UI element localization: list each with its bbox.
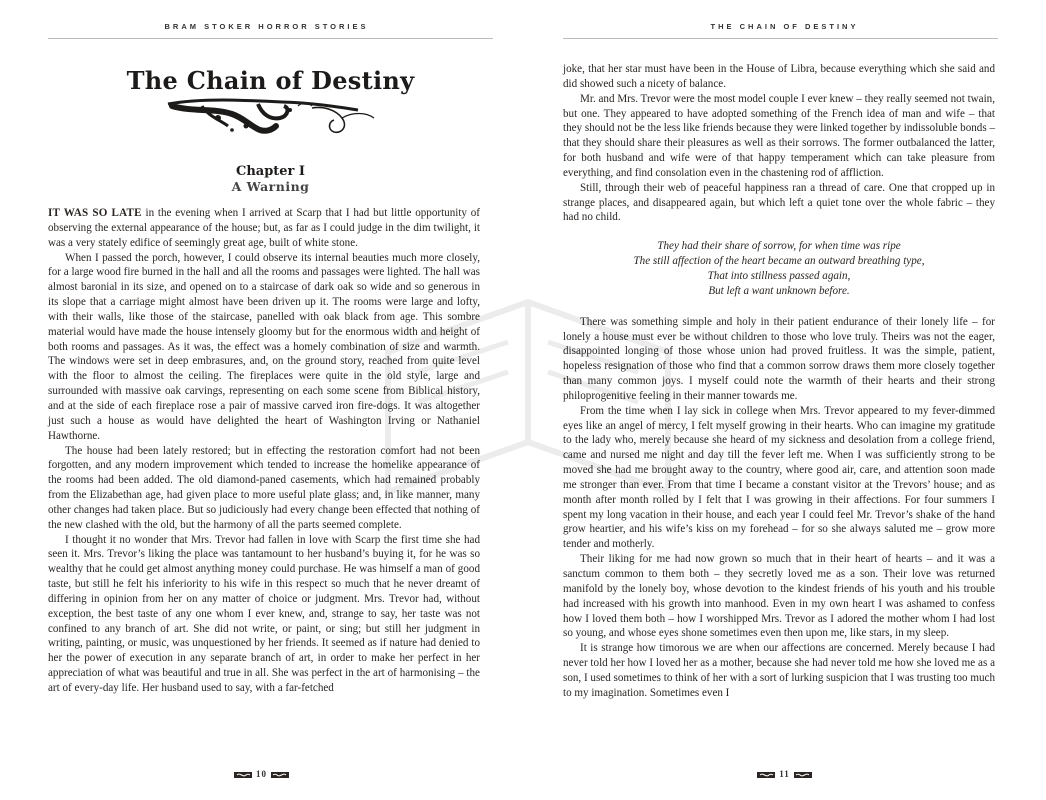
running-head-left: BRAM STOKER HORROR STORIES xyxy=(164,22,369,31)
paragraph: Still, through their web of peaceful happiness ran a thread of care. One that cropped up in strange places, and disappeared again, but which left a quiet tone over the whole fabric – they had no child. xyxy=(563,181,995,224)
paragraph: The house had been lately restored; but in effecting the restoration comfort had not been forgotten, and any modern improvement which tended to increase the homelike appearance of the rooms had been added. The old diamond-paned casements, which had remained probably from the Elizabethan age, had given place to more useful plate glass; and, in like manner, many other changes had taken place. But so judiciously had every change been effected that nothing of the new clashed with the old, but the harmony of all the parts seemed complete. xyxy=(48,444,480,531)
folio-number: 11 xyxy=(779,769,790,779)
folio-flourish-icon xyxy=(271,772,289,778)
verse-quotation xyxy=(563,239,995,298)
running-head-right: THE CHAIN OF DESTINY xyxy=(710,22,859,31)
paragraph: From the time when I lay sick in college when Mrs. Trevor appeared to my fever-dimmed eyes like an angel of mercy, I felt myself growing in their hearts. Who can imagine my gratitude to the lady who, merely because she heard of my sickness and desolation from a college friend, came and nursed me night and day till the fever left me. When I was sufficiently strong to be moved she had me brought away to the country, where good air, care, and attention soon made me stronger than ever. From that time I became a constant visitor at the Trevors’ house; and as month after month rolled by I felt that I was growing in their affections. For four summers I spent my long vacation in their house, and each year I could feel Mr. Trevor’s shake of the hand grow heartier, and his wife’s kiss on my forehead – for so she always saluted me – grow more tender and motherly. xyxy=(563,404,995,551)
chapter-number: Chapter I xyxy=(235,164,306,179)
paragraph: joke, that her star must have been in the House of Libra, because everything which she said and did showed such a nicety of balance. xyxy=(563,63,995,90)
lead-in-caps: IT WAS SO LATE xyxy=(48,207,142,219)
paragraph: I thought it no wonder that Mrs. Trevor had fallen in love with Scarp the first time she had seen it. Mrs. Trevor’s liking the place was tantamount to her husband’s buying it, for he was so wealthy that he could get almost anything money could purchase. He was himself a man of good taste, but still he felt his inferiority to his wife in this respect so much that he never dreamt of differing in opinion from her on any matter of choice or judgment. Mrs. Trevor had, without exception, the best taste of any one whom I ever knew, and, strange to say, her taste was not confined to any branch of art. She did not write, or paint, or sing; but still her judgment in writing, painting, or music, was unquestioned by her friends. It seemed as if nature had denied to her the power of execution in any separate branch of art, in order to make her perfect in her appreciation of what was beautiful and true in all. She was perfect in the art of harmonising – the art of every-day life. Her husband used to say, with a far-fetched xyxy=(48,533,480,694)
page-number-right xyxy=(523,769,1046,779)
verse-line: That into stillness passed again, xyxy=(707,269,851,282)
paragraph-text: in the evening when I arrived at Scarp that I had but little opportunity of observing the external appearance of the house; but, as far as I could judge in the dim twilight, it was a very stately edifice of seemingly great age, built of white stone. xyxy=(48,207,481,249)
story-title: The Chain of Destiny xyxy=(126,66,415,95)
paragraph xyxy=(48,206,480,251)
verse-line: They had their share of sorrow, for when time was ripe xyxy=(657,240,901,253)
running-head-rule-left xyxy=(48,38,493,39)
right-page xyxy=(523,0,1046,800)
folio-number: 10 xyxy=(256,769,267,779)
folio-flourish-icon xyxy=(794,772,812,778)
paragraph: Mr. and Mrs. Trevor were the most model couple I ever knew – they really seemed not twain, but one. They appeared to have adopted something of the French idea of man and wife – that they should not be the less like friends because they were linked together by indissoluble bonds – that they should share their pleasures as well as their sorrows. The former outbalanced the latter, for both husband and wife were of that happy temperament which can take pleasure from everything, and find consolation even in the chastening rod of affliction. xyxy=(563,92,995,179)
folio-flourish-icon xyxy=(234,772,252,778)
chapter-title: A Warning xyxy=(231,179,310,194)
folio-flourish-icon xyxy=(757,772,775,778)
paragraph: There was something simple and holy in their patient endurance of their lonely life – for lonely a house must ever be without children to those who love truly. Theirs was not the eager, disappointed longing of those whose union had proved fruitless. It was the simple, patient, hopeless resignation of those who find that a common sorrow draws them more closely together than many common joys. I myself could note the warmth of their hearts and their strong philoprogenitive feeling in their manner towards me. xyxy=(563,315,995,402)
left-body-text xyxy=(48,206,480,696)
paragraph: When I passed the porch, however, I could observe its internal beauties much more closely, for a large wood fire burned in the hall and all the rooms and passages were lighted. The hall was almost baronial in its size, and opened on to a staircase of dark oak so wide and so generous in its slope that a carriage might almost have been driven up it. The rooms were large and lofty, with their walls, like those of the staircase, panelled with oak black from age. This sombre material would have made the house intensely gloomy but for the enormous width and height of both rooms and passages. As it was, the effect was a homely combination of size and warmth. The windows were set in deep embrasures, and, on the ground story, reached from quite level with the floor to almost the ceiling. The fireplaces were quite in the old style, large and surrounded with massive oak carvings, representing on each some scene from Biblical history, and at the side of each fireplace rose a pair of massive carved iron fire-dogs. It was altogether just such a house as would have delighted the heart of Washington Irving or Nathaniel Hawthorne. xyxy=(48,251,480,442)
verse-line: The still affection of the heart became an outward breathing type, xyxy=(633,255,925,268)
page-number-left xyxy=(0,769,523,779)
paragraph: It is strange how timorous we are when our affections are concerned. Merely because I had never told her how I loved her as a mother, because she had never told me how she loved me as a son, I used sometimes to think of her with a sort of lurking suspicion that I was trusting too much to my imagination. Sometimes even I xyxy=(563,642,995,699)
paragraph: Their liking for me had now grown so much that in their heart of hearts – and it was a sanctum common to them both – they secretly loved me as a son. Their love was returned manifold by the lonely boy, whose devotion to the kindest friends of his youth and his trouble had increased with his growth into manhood. Even in my own heart I was ashamed to confess how I loved them both – how I worshipped Mrs. Trevor as I adored the mother whom I had lost so young, and whose eyes shone sometimes even then upon me, like stars, in my sleep. xyxy=(563,553,995,640)
right-body-text xyxy=(563,62,995,701)
ink-flourish-ornament-icon xyxy=(162,96,382,140)
running-head-rule-right xyxy=(563,38,998,39)
verse-line: But left a want unknown before. xyxy=(708,284,850,297)
